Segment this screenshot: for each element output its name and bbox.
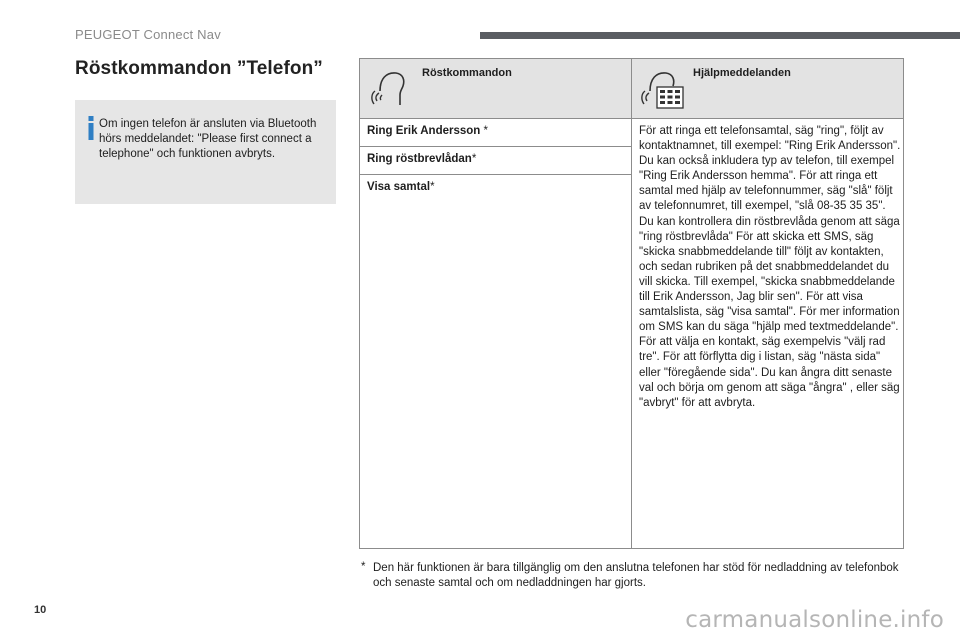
- watermark: carmanualsonline.info: [685, 607, 944, 633]
- voice-keypad-icon: [640, 69, 688, 109]
- header-bar: [480, 32, 960, 39]
- info-box: [75, 100, 336, 204]
- voice-command-table: [359, 58, 904, 549]
- voice-command-icon: [370, 69, 406, 107]
- command-row: Ring röstbrevlådan*: [360, 147, 631, 175]
- command-row: Ring Erik Andersson *: [360, 119, 631, 147]
- help-header: Hjälpmeddelanden: [693, 67, 791, 79]
- info-text: Om ingen telefon är ansluten via Bluetooth hörs meddelandet: "Please first connect a telephone" och funktionen avbryts.: [99, 118, 317, 160]
- help-message-text: För att ringa ett telefonsamtal, säg "ring", följt av kontaktnamnet, till exempel: "Ring Erik Andersson". Du kan också inkludera typ av telefon, till exempel "Ring Erik Andersson hemma". För att ringa ett samtal med hjälp av telefonnummer, säg "slå" följt av telefonnumret, till exempel, "slå 08-35 35 35". Du kan kontrollera din röstbrevlåda genom att säga "ring röstbrevlåda" För att skicka ett SMS, säg "skicka snabbmeddelande till" följt av kontakten, och sedan rubriken på det snabbmeddelandet du vill skicka. Till exempel, "skicka snabbmeddelande till Erik Andersson, Jag blir sen". För att visa samtalslista, säg "visa samtal". För mer information om SMS kan du säga "hjälp med textmeddelande". För att välja en kontakt, säg exempelvis "välj rad tre". För att förflytta dig i listan, säg "nästa sida" eller "föregående sida". Du kan ångra ditt senaste val och börja om genom att säga "ångra" , eller säg "avbryt" för att avbryta.: [639, 125, 901, 409]
- column-divider: [631, 59, 632, 548]
- page-number: 10: [34, 604, 47, 616]
- footnote-mark: *: [361, 561, 366, 573]
- footnote-text: Den här funktionen är bara tillgänglig om den anslutna telefonen har stöd för nedladdning av telefonbok och senaste samtal och om nedladdningen har gjorts.: [373, 562, 899, 589]
- header-title: PEUGEOT Connect Nav: [75, 27, 221, 42]
- page-title: Röstkommandon ”Telefon”: [75, 58, 323, 79]
- commands-header: Röstkommandon: [422, 67, 512, 79]
- command-row: Visa samtal*: [367, 181, 435, 193]
- info-icon: [86, 116, 96, 140]
